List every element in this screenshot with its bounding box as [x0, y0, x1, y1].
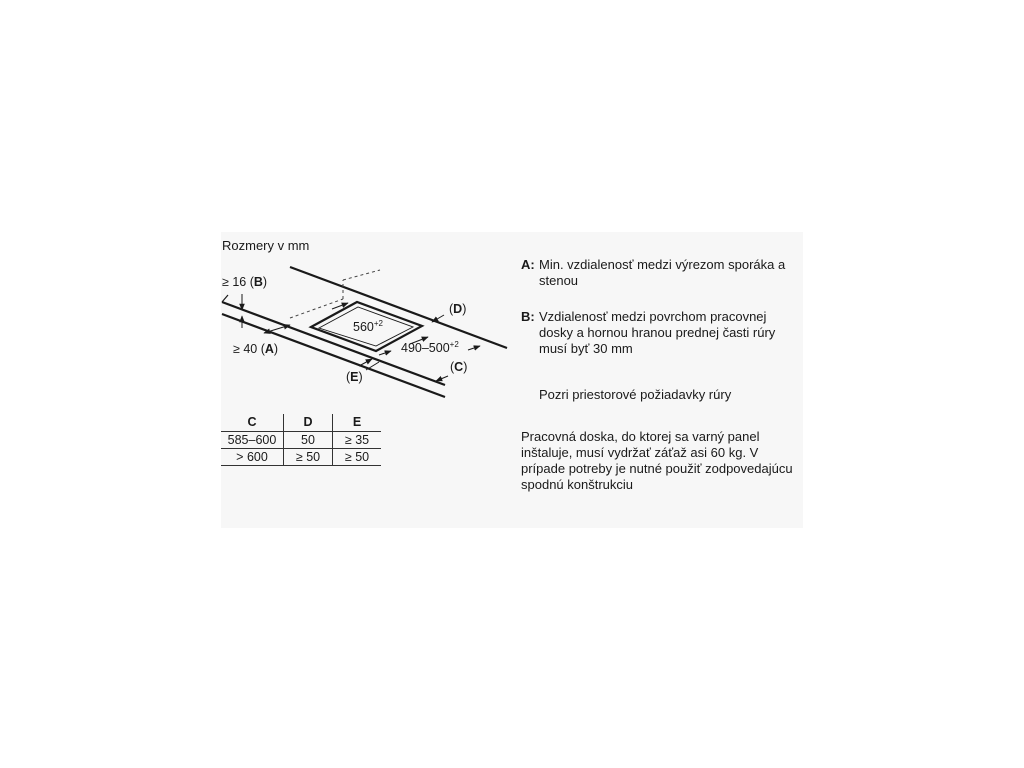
table-header-row — [221, 414, 381, 432]
table-cell: > 600 — [221, 449, 284, 466]
label-a: ≥ 40 (A) — [233, 342, 279, 356]
notes-column — [521, 257, 801, 493]
dimension-lines — [242, 294, 480, 381]
label-b: ≥ 16 (B) — [222, 275, 268, 289]
table-row — [221, 432, 381, 449]
table-header: C — [221, 414, 284, 432]
table-cell: ≥ 50 — [284, 449, 333, 466]
note-a-key: A: — [521, 257, 535, 272]
table-cell: 585–600 — [221, 432, 284, 449]
table-cell: 50 — [284, 432, 333, 449]
label-e: (E) — [346, 370, 363, 384]
note-b-text: Vzdialenosť medzi povrchom pracovnej dosky a hornou hranou prednej časti rúry musí byť 30 mm — [539, 309, 776, 356]
oven-outline-dashed — [290, 270, 380, 318]
note-worktop-load: Pracovná doska, do ktorej sa varný panel inštaluje, musí vydržať záťaž asi 60 kg. V prípade potreby je nutné použiť zodpovedajúcu spodnú konštrukciu — [521, 429, 793, 492]
diagram-title: Rozmery v mm — [222, 238, 310, 253]
table-cell: ≥ 35 — [333, 432, 382, 449]
note-a-text: Min. vzdialenosť medzi výrezom sporáka a stenou — [539, 257, 786, 288]
note-b-key: B: — [521, 309, 535, 324]
label-c: (C) — [450, 360, 468, 374]
dimension-table — [221, 414, 381, 466]
note-oven-requirements: Pozri priestorové požiadavky rúry — [539, 387, 732, 402]
table-header: D — [284, 414, 333, 432]
note-b — [521, 309, 801, 357]
table-row — [221, 449, 381, 466]
table-header: E — [333, 414, 382, 432]
label-d: (D) — [449, 302, 467, 316]
label-width: $560^{+2}$ — [353, 319, 383, 334]
table-cell: ≥ 50 — [333, 449, 382, 466]
label-depth: $490-500^{+2}$ — [401, 340, 459, 355]
note-a — [521, 257, 801, 289]
